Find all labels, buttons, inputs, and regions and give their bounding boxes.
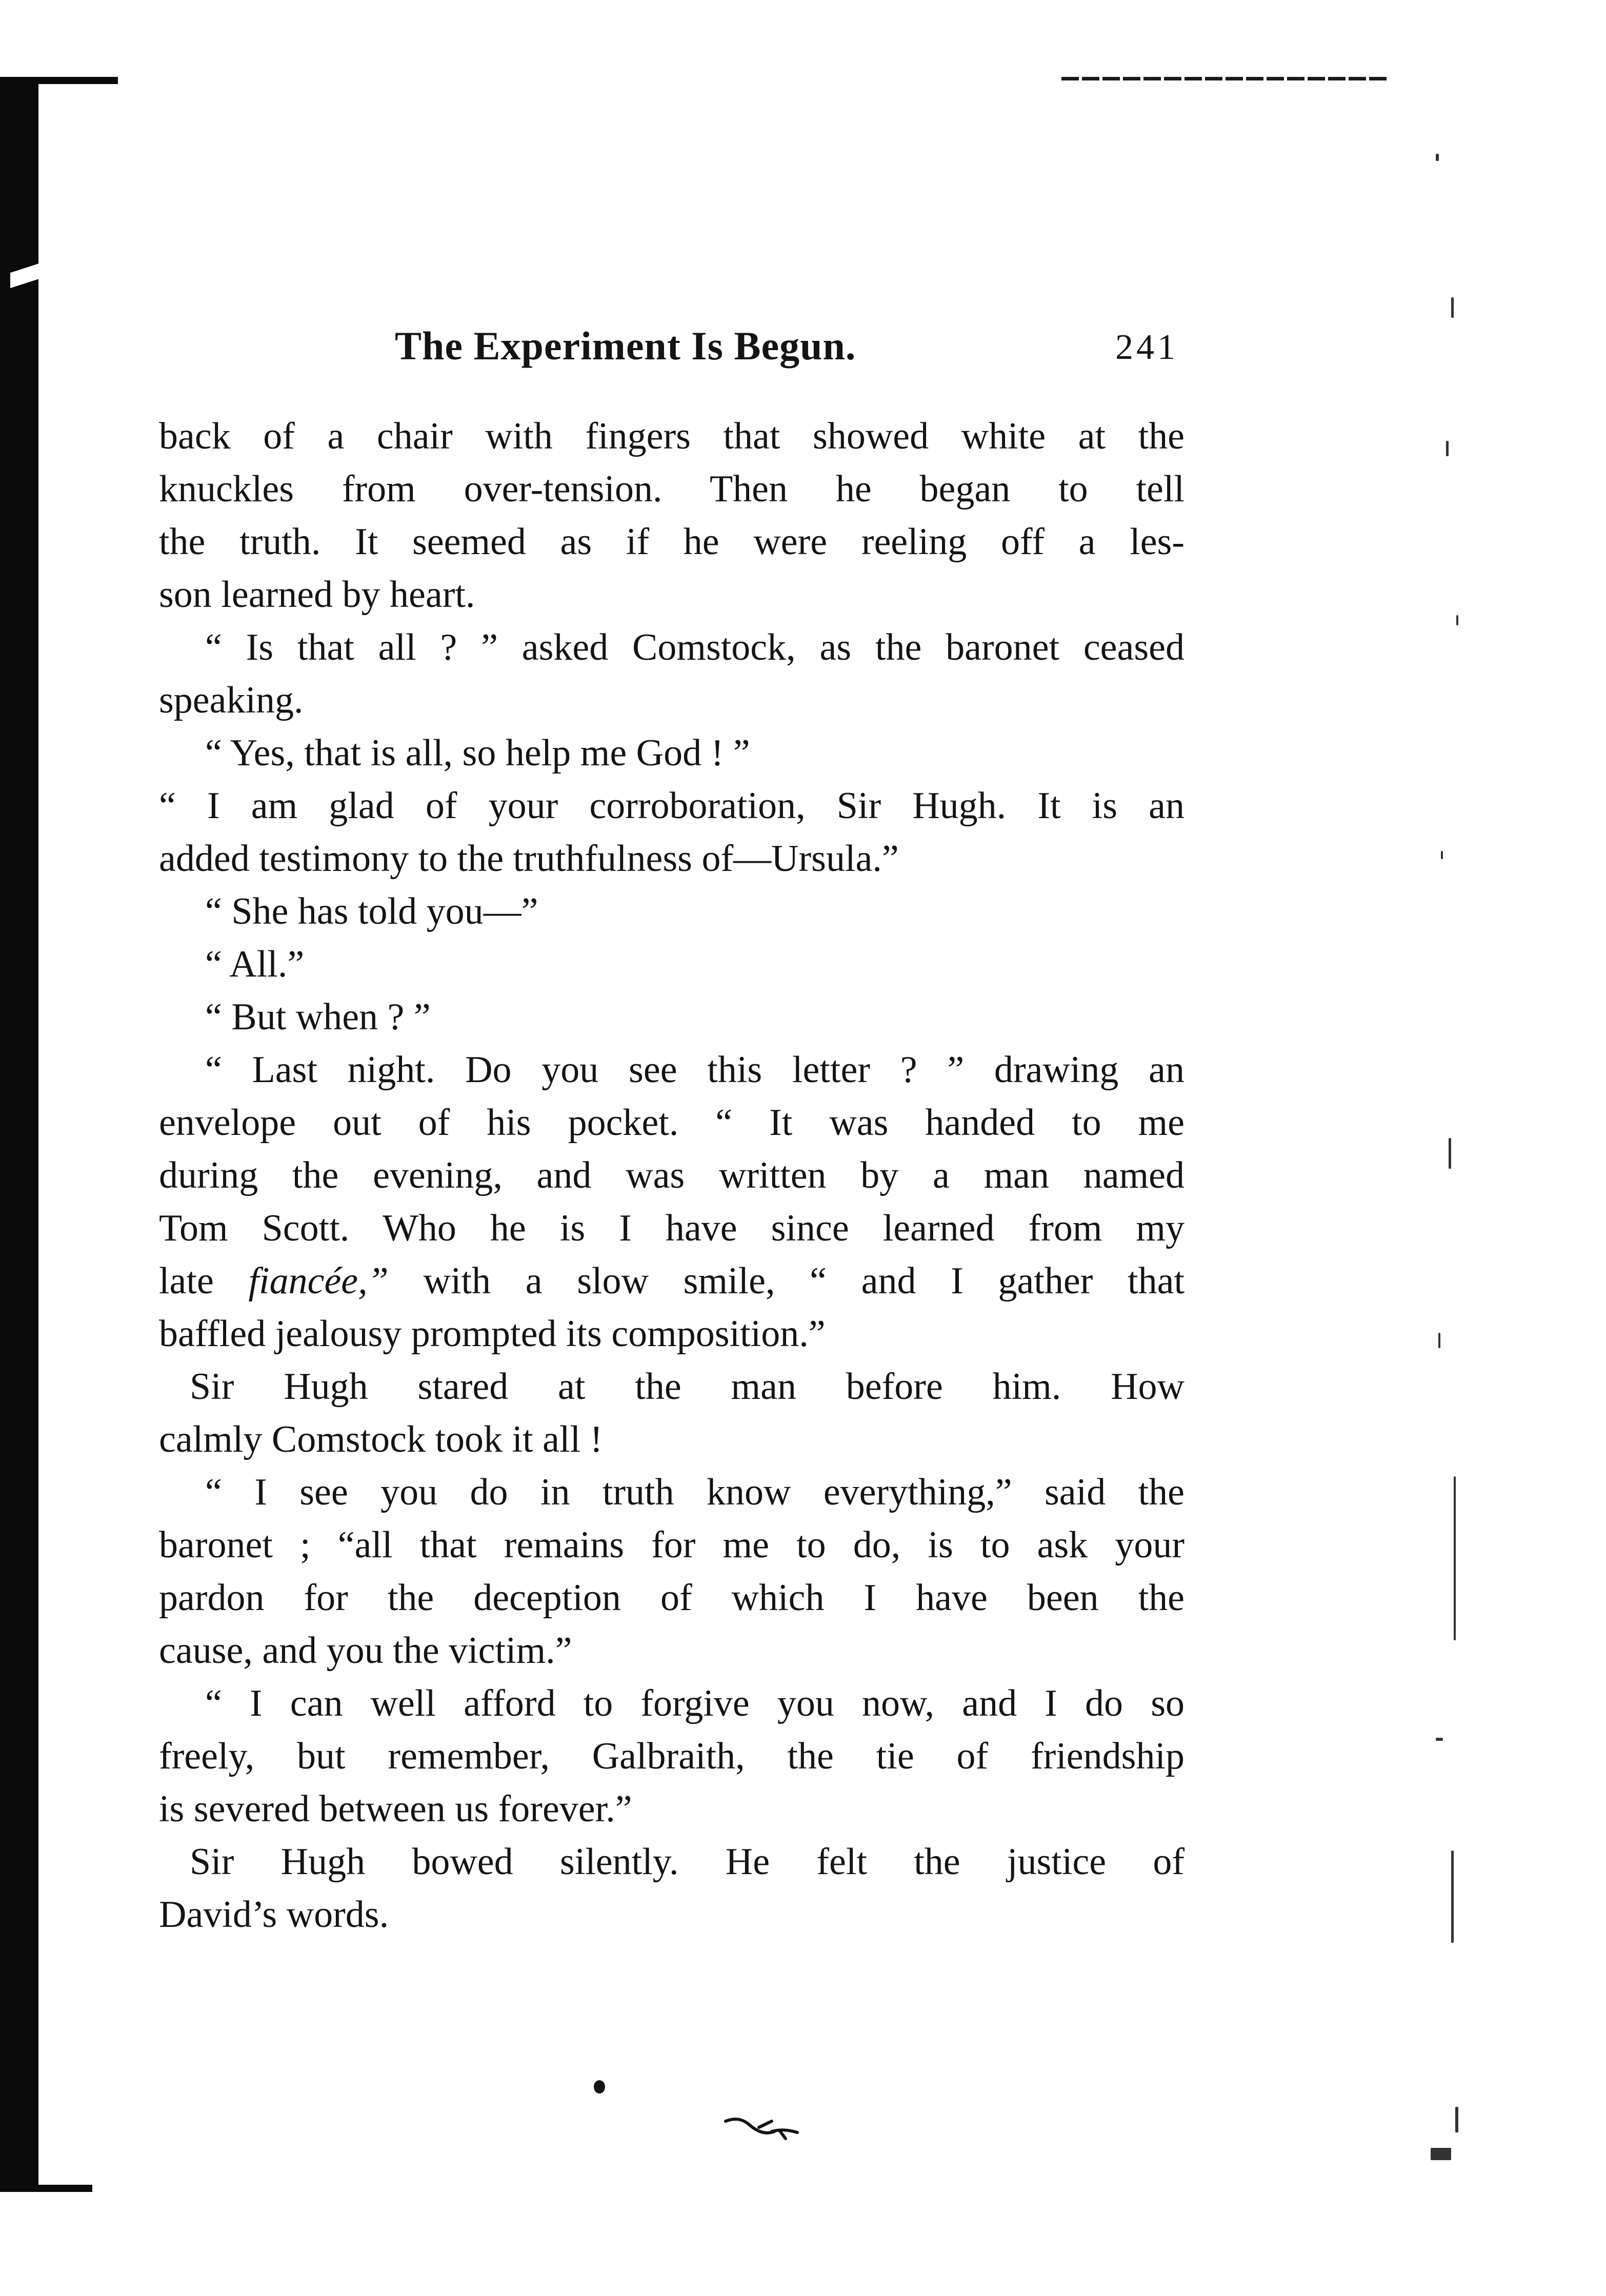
text-line: “ But when ? ” — [205, 996, 431, 1038]
text-line: the truth. It seemed as if he were reeling off a les- — [159, 521, 1185, 563]
text-line: cause, and you the victim.” — [159, 1630, 572, 1672]
text-line: “ All.” — [205, 943, 305, 985]
binding-edge — [0, 77, 38, 2191]
text-line: “ Yes, that is all, so help me God ! ” — [205, 732, 750, 774]
tailpiece-ornament-icon — [723, 2112, 800, 2143]
body-text — [159, 410, 1185, 1941]
text-line: David’s words. — [159, 1894, 389, 1936]
text-line: “ I see you do in truth know everything,” said the — [205, 1471, 1185, 1513]
text-line: Sir Hugh stared at the man before him. How — [190, 1366, 1185, 1408]
text-line: back of a chair with fingers that showed white at the — [159, 415, 1185, 457]
page-number: 241 — [1115, 328, 1178, 367]
text-line: baffled jealousy prompted its composition.” — [159, 1313, 826, 1355]
text-line: is severed between us forever.” — [159, 1788, 632, 1830]
text-line: knuckles from over-tension. Then he began to tell — [159, 468, 1185, 510]
text-line: added testimony to the truthfulness of—Ursula.” — [159, 838, 899, 880]
edge-speckles — [1431, 82, 1492, 2235]
text-line: “ Last night. Do you see this letter ? ” drawing an — [205, 1049, 1185, 1091]
top-rule — [1061, 77, 1390, 80]
text-line: late fiancée,” with a slow smile, “ and I gather that — [159, 1260, 1185, 1302]
running-head — [159, 323, 1236, 379]
running-title: The Experiment Is Begun. — [395, 323, 856, 368]
text-line: calmly Comstock took it all ! — [159, 1418, 603, 1460]
binding-edge-bottom — [0, 2185, 92, 2192]
text-line: freely, but remember, Galbraith, the tie of friendship — [159, 1735, 1185, 1777]
text-line: son learned by heart. — [159, 574, 475, 616]
text-line: during the evening, and was written by a man named — [159, 1154, 1185, 1196]
text-line: speaking. — [159, 679, 304, 721]
text-line: baronet ; “all that remains for me to do, is to ask your — [159, 1524, 1185, 1566]
text-line: pardon for the deception of which I have been the — [159, 1577, 1185, 1619]
text-line: “ She has told you—” — [205, 890, 538, 932]
text-line: “ I am glad of your corroboration, Sir Hugh. It is an — [159, 785, 1185, 827]
text-line: “ Is that all ? ” asked Comstock, as the baronet ceased — [205, 626, 1185, 668]
tailpiece-dot — [594, 2080, 605, 2094]
text-line: envelope out of his pocket. “ It was handed to me — [159, 1102, 1185, 1144]
text-line: “ I can well afford to forgive you now, and I do so — [205, 1682, 1185, 1724]
text-line: Tom Scott. Who he is I have since learned from my — [159, 1207, 1185, 1249]
text-line: Sir Hugh bowed silently. He felt the justice of — [190, 1841, 1185, 1883]
binding-edge-top — [0, 77, 118, 84]
